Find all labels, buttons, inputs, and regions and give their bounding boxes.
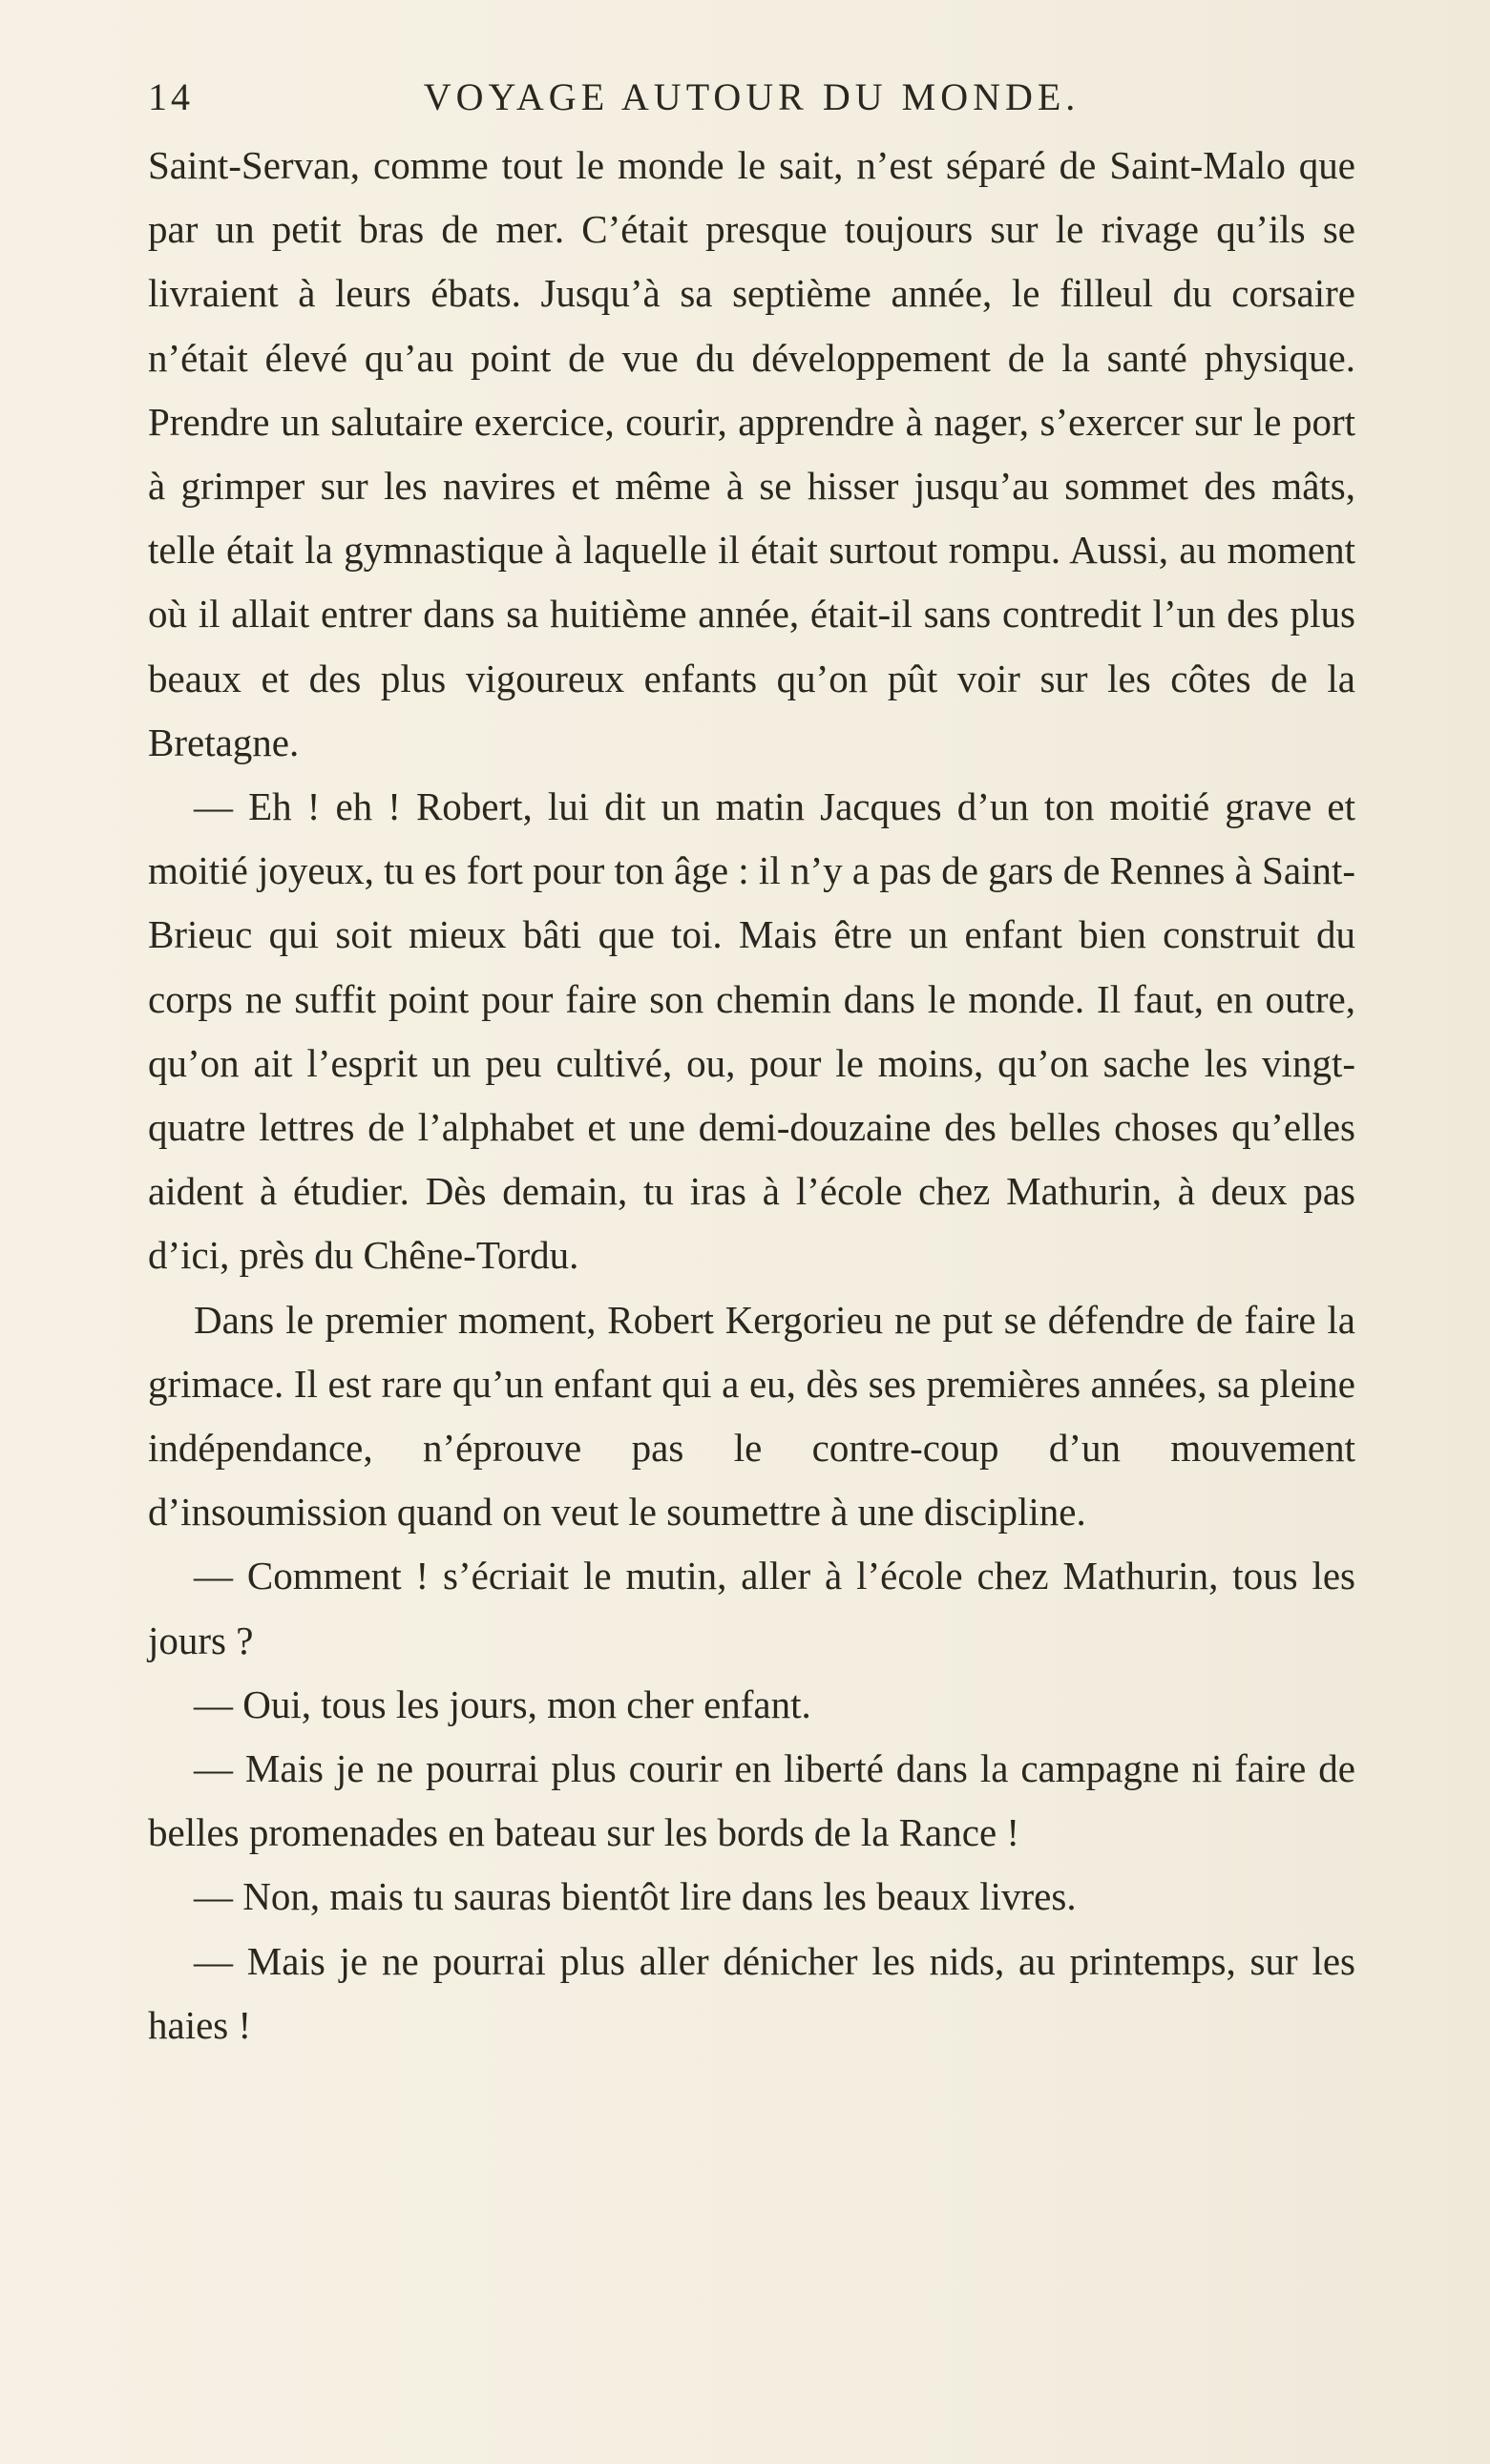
paragraph: — Mais je ne pourrai plus aller dénicher les nids, au printemps, sur les haies ! <box>148 1938 1355 2047</box>
paragraph: Dans le premier moment, Robert Kergorieu ne put se défendre de faire la grimace. Il est rare qu’un enfant qui a eu, dès ses premières années, sa pleine indépendance, n’éprouve pas le contre-coup d’un mouvement d’insoumission quand on veut le soumettre à une discipline. <box>148 1297 1355 1535</box>
running-title: VOYAGE AUTOUR DU MONDE. <box>423 75 1081 118</box>
paragraph: — Comment ! s’écriait le mutin, aller à l’école chez Mathurin, tous les jours ? <box>148 1554 1355 1662</box>
paragraph: — Mais je ne pourrai plus courir en liberté dans la campagne ni faire de belles promenades en bateau sur les bords de la Rance ! <box>148 1746 1355 1855</box>
body-text <box>148 134 1355 2057</box>
paragraph: — Non, mais tu sauras bientôt lire dans les beaux livres. <box>194 1874 1077 1919</box>
paragraph: Saint-Servan, comme tout le monde le sait, n’est séparé de Saint-Malo que par un petit bras de mer. C’était presque toujours sur le rivage qu’ils se livraient à leurs ébats. Jusqu’à sa septième année, le filleul du corsaire n’était élevé qu’au point de vue du développement de la santé physique. Prendre un salutaire exercice, courir, apprendre à nager, s’exercer sur le port à grimper sur les navires et même à se hisser jusqu’au sommet des mâts, telle était la gymnastique à laquelle il était surtout rompu. Aussi, au moment où il allait entrer dans sa huitième année, était-il sans contredit l’un des plus beaux et des plus vigoureux enfants qu’on pût voir sur les côtes de la Bretagne. <box>148 143 1355 764</box>
running-head <box>148 74 1355 132</box>
paragraph: — Oui, tous les jours, mon cher enfant. <box>194 1681 811 1726</box>
page-number: 14 <box>148 75 194 118</box>
paragraph: — Eh ! eh ! Robert, lui dit un matin Jacques d’un ton moitié grave et moitié joyeux, tu es fort pour ton âge : il n’y a pas de gars de Rennes à Saint-Brieuc qui soit mieux bâti que toi. Mais être un enfant bien construit du corps ne suffit point pour faire son chemin dans le monde. Il faut, en outre, qu’on ait l’esprit un peu cultivé, ou, pour le moins, qu’on sache les vingt-quatre lettres de l’alphabet et une demi-douzaine des belles choses qu’elles aident à étudier. Dès demain, tu iras à l’école chez Mathurin, à deux pas d’ici, près du Chêne-Tordu. <box>148 784 1355 1278</box>
